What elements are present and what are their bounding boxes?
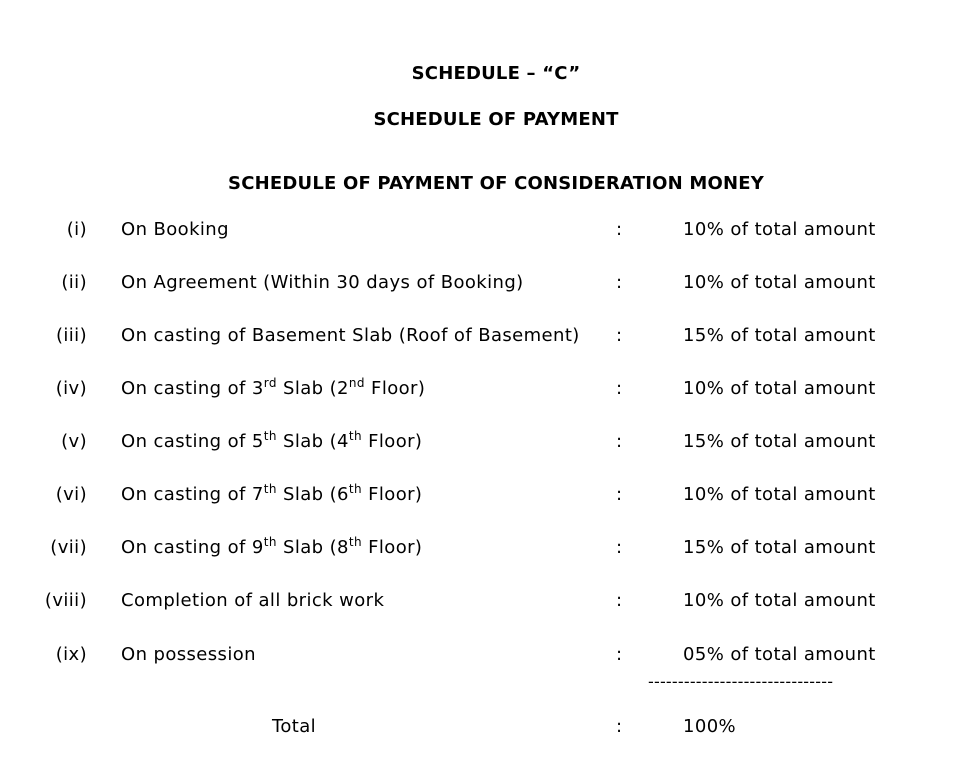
row-value: 10% of total amount (683, 590, 876, 611)
row-value: 10% of total amount (683, 484, 876, 505)
row-number: (iv) (55, 378, 87, 399)
row-value: 05% of total amount (683, 644, 876, 665)
row-label: On casting of 5th Slab (4th Floor) (121, 429, 423, 452)
row-separator: : (616, 537, 623, 558)
total-row (0, 714, 972, 740)
schedule-heading: SCHEDULE – “C” (411, 63, 581, 84)
total-label: Total (272, 716, 317, 737)
total-value: 100% (683, 716, 737, 737)
table-row (0, 642, 972, 668)
row-label: Completion of all brick work (121, 590, 385, 611)
table-row (0, 376, 972, 402)
row-separator: : (616, 590, 623, 611)
row-number: (vii) (50, 537, 87, 558)
table-row (0, 270, 972, 296)
row-value: 15% of total amount (683, 325, 876, 346)
row-number: (iii) (55, 325, 87, 346)
table-row (0, 429, 972, 455)
page-subtitle: SCHEDULE OF PAYMENT OF CONSIDERATION MONEY (228, 173, 764, 194)
table-row (0, 535, 972, 561)
row-number: (viii) (44, 590, 87, 611)
row-label: On casting of Basement Slab (Roof of Basement) (121, 325, 580, 346)
row-separator: : (616, 325, 623, 346)
table-row (0, 588, 972, 614)
row-label: On Booking (121, 219, 229, 240)
row-separator: : (616, 644, 623, 665)
row-label: On casting of 9th Slab (8th Floor) (121, 535, 423, 558)
row-value: 10% of total amount (683, 378, 876, 399)
total-divider: ------------------------------- (648, 672, 834, 691)
row-separator: : (616, 272, 623, 293)
row-value: 15% of total amount (683, 537, 876, 558)
row-number: (ii) (61, 272, 87, 293)
row-label: On possession (121, 644, 256, 665)
row-separator: : (616, 378, 623, 399)
row-number: (vi) (55, 484, 87, 505)
row-value: 15% of total amount (683, 431, 876, 452)
row-label: On casting of 7th Slab (6th Floor) (121, 482, 423, 505)
row-label: On casting of 3rd Slab (2nd Floor) (121, 376, 426, 399)
table-row (0, 323, 972, 349)
row-number: (ix) (55, 644, 87, 665)
row-separator: : (616, 219, 623, 240)
table-row (0, 482, 972, 508)
row-number: (i) (66, 219, 87, 240)
row-number: (v) (61, 431, 87, 452)
row-separator: : (616, 716, 623, 737)
page-title: SCHEDULE OF PAYMENT (373, 109, 619, 130)
row-separator: : (616, 484, 623, 505)
row-value: 10% of total amount (683, 219, 876, 240)
row-separator: : (616, 431, 623, 452)
row-label: On Agreement (Within 30 days of Booking) (121, 272, 524, 293)
table-row (0, 217, 972, 243)
row-value: 10% of total amount (683, 272, 876, 293)
